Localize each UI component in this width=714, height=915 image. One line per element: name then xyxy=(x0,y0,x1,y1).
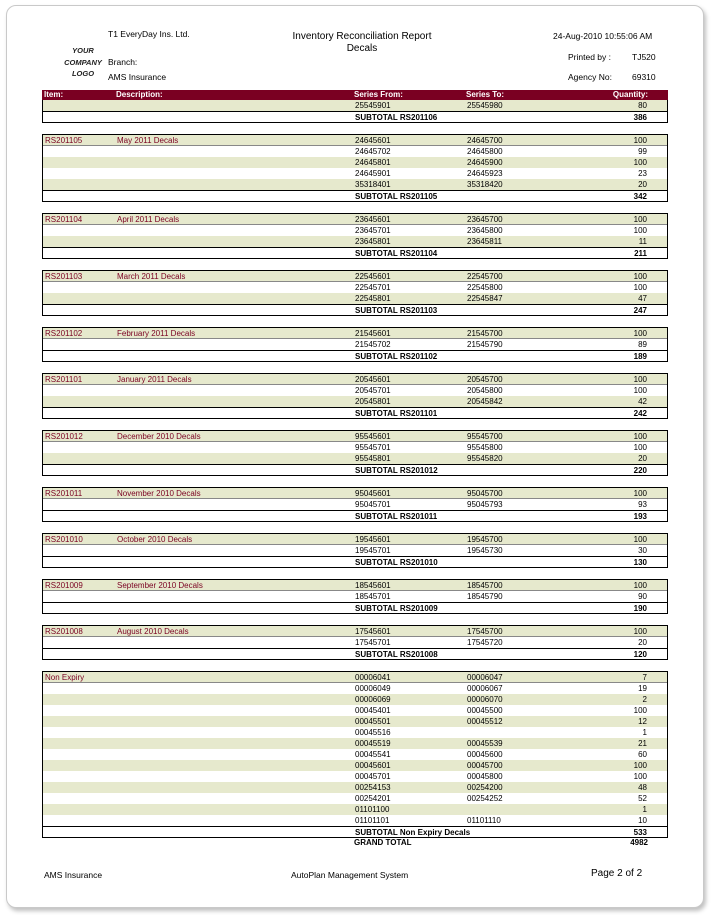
table-row xyxy=(43,214,667,225)
item-description: May 2011 Decals xyxy=(117,136,179,145)
series-to: 95045700 xyxy=(467,489,503,498)
quantity: 100 xyxy=(633,272,647,281)
series-from: 00045541 xyxy=(355,750,391,759)
group-spacer xyxy=(42,316,668,327)
table-row xyxy=(43,716,667,727)
series-to: 00045700 xyxy=(467,761,503,770)
quantity: 100 xyxy=(633,489,647,498)
quantity: 99 xyxy=(638,147,647,156)
series-to: 35318420 xyxy=(467,180,503,189)
quantity: 19 xyxy=(638,684,647,693)
series-from: 01101100 xyxy=(355,805,390,814)
column-header-quantity: Quantity: xyxy=(612,90,648,99)
subtotal-row xyxy=(43,350,667,361)
quantity: 100 xyxy=(633,283,647,292)
printed-by-value: TJ520 xyxy=(632,52,656,62)
table-row xyxy=(43,637,667,648)
report-group xyxy=(42,487,668,522)
series-to: 23645700 xyxy=(467,215,503,224)
quantity: 93 xyxy=(638,500,647,509)
report-title: Inventory Reconciliation Report xyxy=(292,31,432,42)
series-to: 17545700 xyxy=(467,627,503,636)
table-row xyxy=(43,282,667,293)
subtotal-row xyxy=(43,247,667,258)
series-from: 18545601 xyxy=(355,581,391,590)
table-row xyxy=(43,499,667,510)
quantity: 21 xyxy=(638,739,647,748)
quantity: 47 xyxy=(638,294,647,303)
subtotal-label: SUBTOTAL RS201102 xyxy=(355,352,438,361)
item-description: December 2010 Decals xyxy=(117,432,201,441)
quantity: 100 xyxy=(633,627,647,636)
series-from: 95545601 xyxy=(355,432,391,441)
series-from: 00045701 xyxy=(355,772,391,781)
series-from: 23645801 xyxy=(355,237,391,246)
quantity: 100 xyxy=(633,215,647,224)
logo-line: COMPANY xyxy=(64,57,102,67)
item-description: August 2010 Decals xyxy=(117,627,189,636)
series-from: 00006049 xyxy=(355,684,391,693)
subtotal-value: 120 xyxy=(633,650,647,659)
report-table xyxy=(42,90,668,848)
subtotal-row xyxy=(43,556,667,567)
series-to: 00045539 xyxy=(467,739,503,748)
logo-line: LOGO xyxy=(71,69,95,78)
subtotal-value: 211 xyxy=(634,249,647,258)
item-code: RS201012 xyxy=(45,432,83,441)
report-group xyxy=(42,625,668,660)
series-from: 00006069 xyxy=(355,695,391,704)
table-row xyxy=(43,168,667,179)
subtotal-value: 130 xyxy=(633,558,647,567)
subtotal-label: SUBTOTAL Non Expiry Decals xyxy=(355,828,471,837)
series-from: 24645801 xyxy=(355,158,391,167)
table-row xyxy=(43,672,667,683)
series-from: 24645901 xyxy=(355,169,391,178)
column-header-series-from: Series From: xyxy=(354,90,403,99)
table-row xyxy=(43,293,667,304)
item-description: March 2011 Decals xyxy=(117,272,186,281)
group-spacer xyxy=(42,362,668,373)
quantity: 1 xyxy=(642,805,647,814)
table-row xyxy=(43,760,667,771)
quantity: 100 xyxy=(633,432,647,441)
table-row xyxy=(43,396,667,407)
series-to: 22545700 xyxy=(467,272,503,281)
table-row xyxy=(43,374,667,385)
report-group xyxy=(42,373,668,419)
series-from: 00045519 xyxy=(355,739,391,748)
series-to: 00045800 xyxy=(467,772,503,781)
series-to: 21545700 xyxy=(467,329,503,338)
table-row xyxy=(43,591,667,602)
item-code: RS201009 xyxy=(45,581,83,590)
table-row xyxy=(43,580,667,591)
series-to: 95545800 xyxy=(467,443,503,452)
quantity: 1 xyxy=(642,728,647,737)
report-group xyxy=(42,579,668,614)
item-code: RS201104 xyxy=(45,215,83,224)
subtotal-row xyxy=(43,510,667,521)
table-row xyxy=(43,179,667,190)
table-row xyxy=(43,328,667,339)
series-to: 00006070 xyxy=(467,695,503,704)
quantity: 30 xyxy=(638,546,647,555)
series-from: 00006041 xyxy=(355,673,391,682)
table-row xyxy=(43,453,667,464)
quantity: 23 xyxy=(638,169,647,178)
table-row xyxy=(43,705,667,716)
series-from: 20545801 xyxy=(355,397,391,406)
series-to: 20545700 xyxy=(467,375,503,384)
series-to: 00045600 xyxy=(467,750,503,759)
series-to: 00006067 xyxy=(467,684,503,693)
subtotal-label: SUBTOTAL RS201008 xyxy=(355,650,438,659)
quantity: 20 xyxy=(638,638,647,647)
series-from: 24645601 xyxy=(355,136,391,145)
quantity: 20 xyxy=(638,180,647,189)
table-row xyxy=(43,488,667,499)
series-from: 19545601 xyxy=(355,535,391,544)
group-spacer xyxy=(42,123,668,134)
series-to: 24645900 xyxy=(467,158,503,167)
subtotal-label: SUBTOTAL RS201104 xyxy=(355,249,438,258)
subtotal-row xyxy=(43,111,667,122)
series-from: 21545601 xyxy=(355,329,391,338)
series-to: 25545980 xyxy=(467,101,503,110)
item-code: RS201102 xyxy=(45,329,83,338)
page-number: Page 2 of 2 xyxy=(591,868,643,879)
table-row xyxy=(43,146,667,157)
series-from: 00045401 xyxy=(355,706,391,715)
table-row xyxy=(43,771,667,782)
subtotal-label: SUBTOTAL RS201011 xyxy=(355,512,438,521)
item-code: RS201101 xyxy=(45,375,83,384)
series-from: 00045601 xyxy=(355,761,391,770)
report-group xyxy=(42,134,668,202)
subtotal-label: SUBTOTAL RS201009 xyxy=(355,604,438,613)
report-group xyxy=(42,671,668,838)
series-from: 00254201 xyxy=(355,794,391,803)
column-header-series-to: Series To: xyxy=(466,90,505,99)
subtotal-value: 247 xyxy=(633,306,647,315)
branch-label: Branch: xyxy=(108,57,138,67)
series-from: 22545601 xyxy=(355,272,391,281)
item-description: February 2011 Decals xyxy=(117,329,196,338)
item-code: RS201011 xyxy=(45,489,83,498)
series-from: 19545701 xyxy=(355,546,391,555)
table-row xyxy=(43,683,667,694)
series-to: 18545700 xyxy=(467,581,503,590)
series-to: 00254200 xyxy=(467,783,503,792)
group-spacer xyxy=(42,259,668,270)
logo-line: YOUR xyxy=(72,46,94,55)
subtotal-label: SUBTOTAL RS201010 xyxy=(355,558,438,567)
quantity: 100 xyxy=(633,581,647,590)
subtotal-value: 220 xyxy=(633,466,647,475)
report-group xyxy=(42,213,668,259)
quantity: 48 xyxy=(638,783,647,792)
table-row xyxy=(43,442,667,453)
column-header-row xyxy=(42,90,668,100)
series-to: 00045512 xyxy=(467,717,503,726)
footer-company: AMS Insurance xyxy=(44,870,103,880)
report-groups xyxy=(42,100,668,838)
quantity: 100 xyxy=(633,136,647,145)
series-from: 95045701 xyxy=(355,500,391,509)
quantity: 90 xyxy=(638,592,647,601)
series-to: 19545730 xyxy=(467,546,503,555)
series-from: 25545901 xyxy=(355,101,391,110)
quantity: 80 xyxy=(638,101,647,110)
table-row xyxy=(43,385,667,396)
series-to: 24645700 xyxy=(467,136,503,145)
series-to: 01101110 xyxy=(467,816,501,825)
series-to: 24645800 xyxy=(467,147,503,156)
subtotal-row xyxy=(43,826,667,837)
series-from: 95545801 xyxy=(355,454,391,463)
series-to: 00254252 xyxy=(467,794,503,803)
agency-label: Agency No: xyxy=(568,72,612,82)
series-from: 18545701 xyxy=(355,592,391,601)
branch-value: AMS Insurance xyxy=(108,72,167,82)
table-row xyxy=(43,749,667,760)
series-from: 22545801 xyxy=(355,294,391,303)
report-group xyxy=(42,270,668,316)
quantity: 52 xyxy=(638,794,647,803)
report-datetime: 24-Aug-2010 10:55:06 AM xyxy=(553,31,653,41)
table-row xyxy=(43,271,667,282)
quantity: 100 xyxy=(633,761,647,770)
item-description: November 2010 Decals xyxy=(117,489,201,498)
quantity: 100 xyxy=(633,329,647,338)
quantity: 100 xyxy=(633,772,647,781)
company-name: T1 EveryDay Ins. Ltd. xyxy=(108,29,190,39)
series-to: 23645800 xyxy=(467,226,503,235)
report-group xyxy=(42,533,668,568)
company-logo xyxy=(57,45,109,80)
subtotal-label: SUBTOTAL RS201101 xyxy=(355,409,438,418)
subtotal-value: 189 xyxy=(633,352,647,361)
series-to: 24645923 xyxy=(467,169,503,178)
series-to: 95545700 xyxy=(467,432,503,441)
series-from: 95545701 xyxy=(355,443,391,452)
series-from: 22545701 xyxy=(355,283,391,292)
group-spacer xyxy=(42,419,668,430)
subtotal-row xyxy=(43,464,667,475)
series-from: 21545702 xyxy=(355,340,391,349)
report-group xyxy=(42,327,668,362)
subtotal-label: SUBTOTAL RS201103 xyxy=(355,306,438,315)
table-row xyxy=(43,804,667,815)
quantity: 100 xyxy=(633,226,647,235)
subtotal-label: SUBTOTAL RS201105 xyxy=(355,192,438,201)
series-from: 23645601 xyxy=(355,215,391,224)
table-row xyxy=(43,738,667,749)
quantity: 11 xyxy=(638,237,647,246)
quantity: 100 xyxy=(633,158,647,167)
series-to: 23645811 xyxy=(467,237,502,246)
subtotal-row xyxy=(43,602,667,613)
item-code: RS201008 xyxy=(45,627,83,636)
report-subtitle: Decals xyxy=(346,43,378,54)
quantity: 60 xyxy=(638,750,647,759)
series-from: 17545601 xyxy=(355,627,391,636)
item-description: September 2010 Decals xyxy=(117,581,203,590)
quantity: 20 xyxy=(638,454,647,463)
quantity: 89 xyxy=(638,340,647,349)
table-row xyxy=(43,534,667,545)
table-row xyxy=(43,694,667,705)
table-row xyxy=(43,100,667,111)
item-description: April 2011 Decals xyxy=(117,215,180,224)
table-row xyxy=(43,727,667,738)
series-from: 35318401 xyxy=(355,180,391,189)
table-row xyxy=(43,815,667,826)
series-to: 95045793 xyxy=(467,500,503,509)
series-to: 00045500 xyxy=(467,706,503,715)
subtotal-value: 533 xyxy=(633,828,647,837)
quantity: 42 xyxy=(638,397,647,406)
series-from: 24645702 xyxy=(355,147,391,156)
item-code: RS201010 xyxy=(45,535,83,544)
series-to: 22545847 xyxy=(467,294,503,303)
series-from: 00045516 xyxy=(355,728,391,737)
series-from: 00254153 xyxy=(355,783,391,792)
grand-total-label: GRAND TOTAL xyxy=(354,838,412,847)
item-description: October 2010 Decals xyxy=(117,535,193,544)
series-to: 00006047 xyxy=(467,673,503,682)
table-row xyxy=(43,236,667,247)
column-header-description: Description: xyxy=(116,90,163,99)
item-code: Non Expiry xyxy=(45,673,85,682)
item-code: RS201103 xyxy=(45,272,83,281)
subtotal-value: 242 xyxy=(633,409,647,418)
table-row xyxy=(43,157,667,168)
series-to: 19545700 xyxy=(467,535,503,544)
series-from: 20545601 xyxy=(355,375,391,384)
series-to: 95545820 xyxy=(467,454,503,463)
table-row xyxy=(43,339,667,350)
quantity: 10 xyxy=(638,816,647,825)
table-row xyxy=(43,782,667,793)
quantity: 100 xyxy=(633,386,647,395)
subtotal-label: SUBTOTAL RS201106 xyxy=(355,113,438,122)
item-code: RS201105 xyxy=(45,136,83,145)
series-from: 00045501 xyxy=(355,717,391,726)
quantity: 100 xyxy=(633,443,647,452)
group-spacer xyxy=(42,614,668,625)
printed-by-label: Printed by : xyxy=(568,52,611,62)
subtotal-label: SUBTOTAL RS201012 xyxy=(355,466,438,475)
report-group xyxy=(42,100,668,123)
series-to: 22545800 xyxy=(467,283,503,292)
quantity: 7 xyxy=(642,673,647,682)
series-to: 20545842 xyxy=(467,397,503,406)
subtotal-value: 386 xyxy=(633,113,647,122)
quantity: 2 xyxy=(642,695,647,704)
subtotal-row xyxy=(43,190,667,201)
table-row xyxy=(43,545,667,556)
series-from: 17545701 xyxy=(355,638,391,647)
series-from: 23645701 xyxy=(355,226,391,235)
group-spacer xyxy=(42,568,668,579)
series-from: 01101101 xyxy=(355,816,390,825)
group-spacer xyxy=(42,476,668,487)
subtotal-value: 190 xyxy=(633,604,647,613)
group-spacer xyxy=(42,202,668,213)
quantity: 100 xyxy=(633,706,647,715)
group-spacer xyxy=(42,522,668,533)
subtotal-value: 342 xyxy=(633,192,647,201)
quantity: 100 xyxy=(633,375,647,384)
footer-system: AutoPlan Management System xyxy=(291,870,409,880)
series-from: 20545701 xyxy=(355,386,391,395)
subtotal-value: 193 xyxy=(633,512,647,521)
series-to: 18545790 xyxy=(467,592,503,601)
grand-total-value: 4982 xyxy=(630,838,648,847)
subtotal-row xyxy=(43,407,667,418)
series-from: 95045601 xyxy=(355,489,391,498)
table-row xyxy=(43,225,667,236)
quantity: 12 xyxy=(638,717,647,726)
series-to: 21545790 xyxy=(467,340,503,349)
series-to: 17545720 xyxy=(467,638,503,647)
table-row xyxy=(43,626,667,637)
table-row xyxy=(43,431,667,442)
report-group xyxy=(42,430,668,476)
series-to: 20545800 xyxy=(467,386,503,395)
table-row xyxy=(43,793,667,804)
agency-value: 69310 xyxy=(632,72,656,82)
item-description: January 2011 Decals xyxy=(117,375,192,384)
column-header-item: Item: xyxy=(44,90,64,99)
grand-total-row xyxy=(42,838,668,848)
subtotal-row xyxy=(43,648,667,659)
subtotal-row xyxy=(43,304,667,315)
table-row xyxy=(43,135,667,146)
quantity: 100 xyxy=(633,535,647,544)
group-spacer xyxy=(42,660,668,671)
